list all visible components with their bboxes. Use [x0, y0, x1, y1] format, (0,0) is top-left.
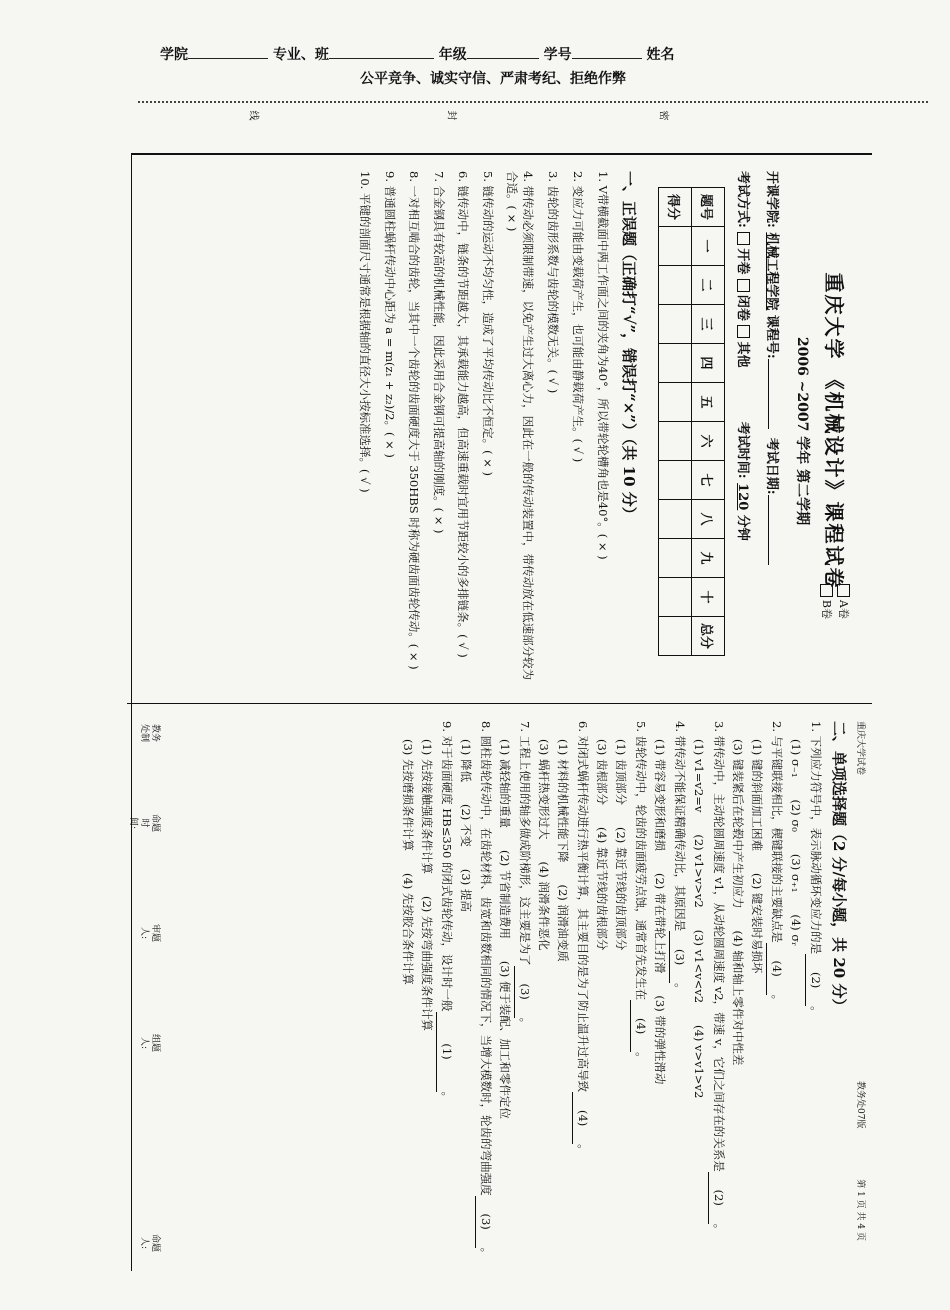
- other-label: 其他: [735, 341, 750, 368]
- mc-answer: (3): [514, 966, 534, 1018]
- mc-option: (4) 润滑条件恶化: [537, 861, 551, 951]
- mc-stem: 3. 带传动中，主动轮圆周速度 v1，从动轮圆周速度 v2，带速 v，它们之间存在的关系是: [712, 721, 726, 1172]
- academic-year: 2006 ~2007 学年 第二学期: [794, 336, 810, 526]
- mc-stem: 9. 对于齿面硬度 HB≤350 的闭式齿轮传动，设计时一般: [440, 721, 454, 1012]
- mc-option: (4) 靠近节线的齿根部分: [595, 826, 609, 951]
- score-cell: [659, 227, 692, 266]
- course-no-label: 课程号:: [764, 314, 779, 359]
- score-cell: [659, 578, 692, 617]
- rotated-page: [116, 153, 872, 1271]
- mc-answer: (3): [475, 1196, 495, 1248]
- other-checkbox: [737, 325, 750, 338]
- sig-office: 教务处制: [139, 723, 160, 742]
- dept-row: [764, 171, 783, 691]
- mc-option: (2) 不变: [459, 803, 473, 847]
- exam-time-unit: 分钟: [735, 514, 750, 541]
- mc-question: 3. 带传动中，主动轮圆周速度 v1，从动轮圆周速度 v2，带速 v，它们之间存在的关系是(2)。 (1) v1=v2=v(2) v1>v>v2(3) v1<v<v2(4) v>v1>v2: [689, 721, 728, 1261]
- exam-motto: 公平竞争、诚实守信、严肃考纪、拒绝作弊: [360, 71, 626, 87]
- score-cell: [659, 617, 692, 656]
- exam-sheet: [116, 153, 872, 1271]
- score-table-score-row: [659, 188, 692, 656]
- page-right-column: [132, 721, 872, 1261]
- score-table: [658, 187, 725, 656]
- mc-question: 7. 工程上使用的轴多做成阶梯形，这主要是为了(3)。 (1) 减轻轴的重量(2) 节省制造费用(3) 便于装配、加工和零件定位: [495, 721, 534, 1261]
- mc-option: (1) 降低: [459, 739, 473, 782]
- mc-stem: 2. 与平键联接相比，楔键联接的主要缺点是: [770, 721, 784, 943]
- mc-answer: (4): [630, 1000, 650, 1052]
- sig-reviewer: 审题人:: [139, 923, 160, 942]
- score-table-header-row: [692, 188, 725, 656]
- score-col: 六: [692, 422, 725, 461]
- paper-b-label: B卷: [820, 599, 833, 619]
- mc-stem: 8. 圆柱齿轮传动中，在齿轮材料、齿宽和齿数相同的情况下，当增大模数时，轮齿的弯曲强度: [479, 721, 493, 1196]
- paper-a-label: A卷: [837, 599, 850, 619]
- seam-xian: 线: [247, 110, 259, 121]
- college-label: 学院: [160, 47, 188, 63]
- score-cell: [659, 539, 692, 578]
- score-col: 三: [692, 305, 725, 344]
- exam-date-label: 考试日期:: [764, 437, 779, 495]
- mc-question: 6. 对闭式蜗杆传动进行热平衡计算，其主要目的是为了防止温升过高导致(4)。 (1) 材料的机械性能下降(2) 润滑油变质 (3) 蜗杆热变形过大(4) 润滑条件恶化: [534, 721, 592, 1261]
- mc-answer: (3): [669, 931, 689, 983]
- score-col-total: 总分: [692, 617, 725, 656]
- mc-stem: 1. 下列应力符号中，表示脉动循环变应力的是: [809, 721, 823, 955]
- mc-answer: (4): [766, 943, 786, 995]
- mc-option: (1) 减轻轴的重量: [498, 739, 512, 828]
- dept-value: 机械工程学院: [764, 232, 779, 311]
- mc-option: (2) 靠近节线的齿顶部分: [614, 826, 628, 951]
- seam-feng: 封: [445, 110, 457, 121]
- running-header: [856, 721, 872, 1261]
- mc-option: (1) 齿顶部分: [614, 739, 628, 805]
- sig-proposer: 命题人:: [139, 1233, 160, 1252]
- closed-book-label: 闭卷: [735, 294, 750, 321]
- mc-option: (2) v1>v>v2: [692, 834, 706, 908]
- tf-question: 1. V带横截面中两工作面之间的夹角为40°，所以带轮轮槽角也是40°。( × ): [596, 171, 610, 560]
- score-cell: [659, 344, 692, 383]
- mc-option: (4) σᵣ: [789, 914, 803, 947]
- score-cell: [659, 461, 692, 500]
- mc-option: (1) 材料的机械性能下降: [556, 739, 570, 863]
- tf-question: 8. 一对相互啮合的齿轮，当其中一个齿轮的齿面硬度大于 350HBS 时称为硬齿面齿轮传动。( × ): [407, 171, 421, 670]
- page-number: 第 1 页 共 4 页: [855, 1179, 865, 1241]
- tf-question: 2. 变应力可能由变载荷产生，也可能由静载荷产生。( √ ): [571, 171, 585, 463]
- mc-option: (3) 便于装配、加工和零件定位: [498, 960, 512, 1119]
- tf-question: 5. 链传动的运动不均匀性，造成了平均传动比不恒定。( × ): [481, 171, 495, 477]
- open-book-checkbox: [737, 232, 750, 245]
- course-title: 《机械设计》课程试卷: [822, 369, 846, 590]
- mc-option: (2) 先按弯曲强度条件计算: [420, 895, 434, 1031]
- mc-option: (2) σ₀: [789, 799, 803, 832]
- closed-book-checkbox: [737, 279, 750, 292]
- mc-answer: (4): [572, 1092, 592, 1144]
- tf-question: 6. 链传动中，链条的节距越大，其承载能力越高，但高速重载时宜用节距较小的多排链条。( √ ): [456, 171, 470, 658]
- score-cell: [659, 422, 692, 461]
- mc-option: (3) 带的弹性滑动: [653, 995, 667, 1085]
- exam-date-blank: [768, 495, 781, 565]
- paper-a-checkbox: [838, 584, 851, 597]
- score-header-label: 题号: [692, 188, 725, 227]
- tf-question: 3. 齿轮的齿形系数与齿轮的模数无关。( √ ): [546, 171, 560, 394]
- mc-stem: 7. 工程上使用的轴多做成阶梯形，这主要是为了: [518, 721, 532, 966]
- mc-stem: 6. 对闭式蜗杆传动进行热平衡计算，其主要目的是为了防止温升过高导致: [576, 721, 590, 1093]
- mc-option: (1) v1=v2=v: [692, 739, 706, 813]
- grade-label: 年级: [438, 47, 467, 63]
- open-book-label: 开卷: [735, 248, 750, 275]
- mc-option: (3) 齿根部分: [595, 739, 609, 805]
- column-divider: [127, 703, 872, 704]
- running-header-center: 教务处07版: [855, 1081, 865, 1129]
- exam-time-label: 考试时间:: [735, 421, 750, 479]
- mc-question: 1. 下列应力符号中，表示脉动循环变应力的是(2)。 (1) σ₋₁(2) σ₀(3) σ₊₁(4) σᵣ: [786, 721, 825, 1261]
- mc-answer: (1): [436, 1012, 456, 1092]
- method-row: [735, 171, 754, 691]
- name-label: 姓名: [646, 47, 675, 63]
- page-left-column: [132, 171, 872, 691]
- mc-option: (1) 先按接触强度条件计算: [420, 739, 434, 874]
- mc-question: 5. 齿轮传动中，轮齿的齿面疲劳点蚀，通常首先发生在(4)。 (1) 齿顶部分(2) 靠近节线的齿顶部分 (3) 齿根部分(4) 靠近节线的齿根部分: [592, 721, 650, 1261]
- method-label: 考试方式:: [735, 171, 750, 228]
- score-col: 十: [692, 578, 725, 617]
- score-col: 七: [692, 461, 725, 500]
- major-blank: [329, 46, 434, 59]
- mc-option: (3) 键装紧后在轮毂中产生初应力: [731, 739, 745, 909]
- score-row-label: 得分: [659, 188, 692, 227]
- tf-question: 7. 合金钢具有较高的机械性能，因此采用合金钢可提高轴的刚度。( × ): [432, 171, 446, 534]
- mc-question: 2. 与平键联接相比，楔键联接的主要缺点是(4)。 (1) 键的斜面加工困难(2) 键安装时易损坏 (3) 键装紧后在轮毂中产生初应力(4) 轴和轴上零件对中性差: [728, 721, 786, 1261]
- course-no-blank: [768, 359, 781, 429]
- score-cell: [659, 500, 692, 539]
- mc-option: (2) 键安装时易损坏: [750, 872, 764, 974]
- score-col: 一: [692, 227, 725, 266]
- mc-option: (3) 先按磨损条件计算: [401, 739, 415, 851]
- mc-answer: (2): [708, 1172, 728, 1224]
- sig-compiler: 组题人:: [139, 1033, 160, 1052]
- score-col: 九: [692, 539, 725, 578]
- seal-line: [138, 101, 928, 103]
- mc-option: (1) 带容易变形和磨损: [653, 739, 667, 851]
- tf-question: 10. 平键的剖面尺寸通常是根据轴的直径大小按标准选择。( √ ): [358, 171, 372, 493]
- mc-option: (2) 润滑油变质: [556, 884, 570, 962]
- score-col: 二: [692, 266, 725, 305]
- tf-question: 9. 普通圆柱蜗杆传动中心距为 a = m(z₁ + z₂)/2。( × ): [383, 171, 397, 458]
- grade-blank: [467, 46, 539, 59]
- seam-mi: 密: [657, 110, 669, 121]
- score-col: 八: [692, 500, 725, 539]
- tf-question: 4. 带传动必须限制带速，以免产生过大离心力，因此在一般的传动装置中，带传动放在低速部分较为合适。( × ): [505, 171, 535, 681]
- running-header-left: 重庆大学试卷: [855, 721, 865, 776]
- paper-b-checkbox: [821, 584, 834, 597]
- mc-answer: (2): [805, 954, 825, 1006]
- score-col: 四: [692, 344, 725, 383]
- mc-stem: 4. 带传动不能保证精确传动比，其原因是: [673, 721, 687, 932]
- mc-option: (4) 先按胶合条件计算: [401, 872, 415, 985]
- score-cell: [659, 305, 692, 344]
- mc-option: (1) σ₋₁: [789, 739, 803, 778]
- mc-option: (4) v>v1>v2: [692, 1025, 706, 1099]
- college-blank: [188, 46, 268, 59]
- major-label: 专业、班: [272, 47, 329, 63]
- score-cell: [659, 266, 692, 305]
- section2-title: 二、单项选择题（2 分/每小题，共 20 分）: [830, 721, 848, 1014]
- mc-question: 8. 圆柱齿轮传动中，在齿轮材料、齿宽和齿数相同的情况下，当增大模数时，轮齿的弯曲强度(3)。 (1) 降低(2) 不变(3) 提高: [456, 721, 495, 1261]
- mc-question: 9. 对于齿面硬度 HB≤350 的闭式齿轮传动，设计时一般(1)。 (1) 先按接触强度条件计算(2) 先按弯曲强度条件计算 (3) 先按磨损条件计算(4) 先按胶合条件计算: [398, 721, 456, 1261]
- mc-option: (4) 轴和轴上零件对中性差: [731, 930, 745, 1066]
- score-col: 五: [692, 383, 725, 422]
- university-name: 重庆大学: [822, 272, 846, 361]
- mc-option: (3) σ₊₁: [789, 853, 803, 893]
- mc-stem: 5. 齿轮传动中，轮齿的齿面疲劳点蚀，通常首先发生在: [634, 721, 648, 1001]
- mc-option: (2) 带在带轮上打滑: [653, 872, 667, 974]
- mc-option: (3) 蜗杆热变形过大: [537, 739, 551, 840]
- sig-date: 命题时间:: [128, 813, 160, 832]
- exam-time-value: 120: [735, 483, 750, 511]
- student-info-line: [160, 44, 760, 64]
- dept-label: 开课学院:: [764, 171, 779, 228]
- mc-option: (3) v1<v<v2: [692, 929, 706, 1004]
- student-id-blank: [572, 46, 642, 59]
- section1-title: 一、正误题（正确打“√”，错误打“×”）（共 10 分）: [620, 171, 638, 522]
- score-cell: [659, 383, 692, 422]
- mc-option: (3) 提高: [459, 868, 473, 912]
- paper-type: [818, 584, 852, 619]
- mc-question: 4. 带传动不能保证精确传动比，其原因是(3)。 (1) 带容易变形和磨损(2) 带在带轮上打滑(3) 带的弹性滑动: [650, 721, 689, 1261]
- mc-option: (1) 键的斜面加工困难: [750, 739, 764, 851]
- student-id-label: 学号: [543, 47, 572, 63]
- mc-option: (2) 节省制造费用: [498, 849, 512, 939]
